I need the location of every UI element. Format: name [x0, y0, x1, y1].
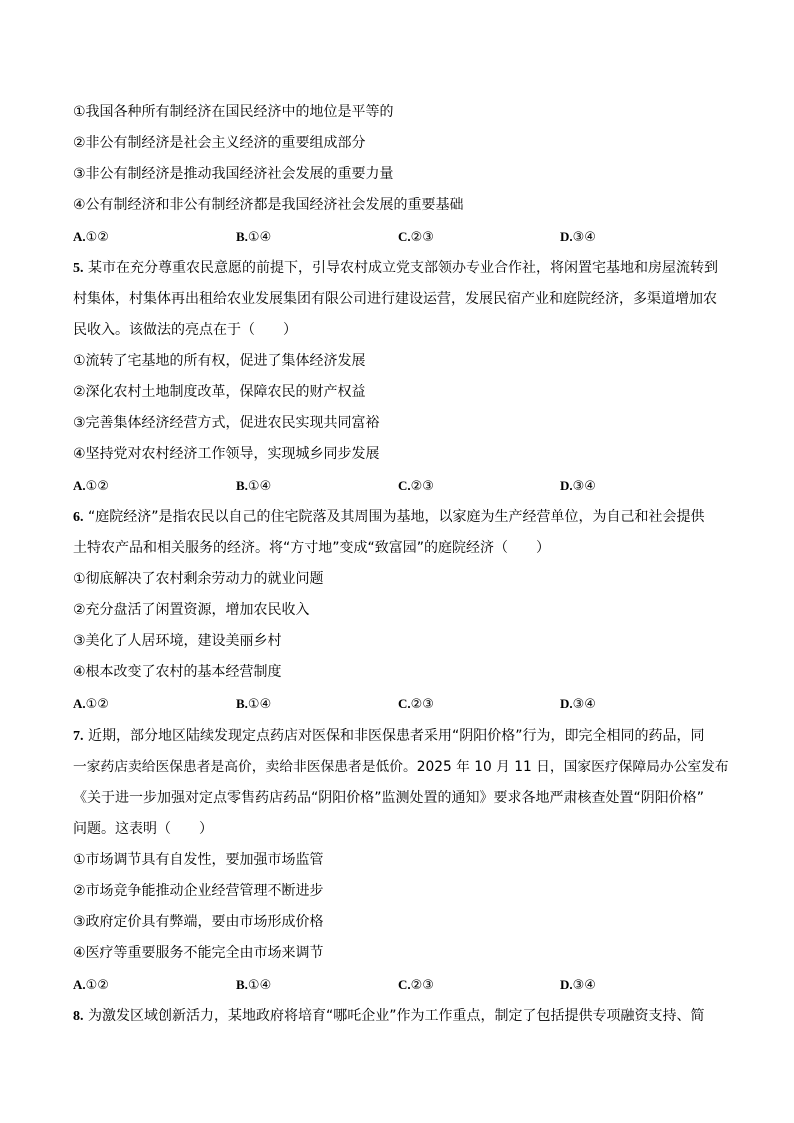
q6-option-3: ③美化了人居环境，建设美丽乡村 [73, 633, 282, 649]
q4-choices [73, 227, 733, 247]
q4-option-2: ②非公有制经济是社会主义经济的重要组成部分 [73, 135, 366, 151]
q5-choice-b[interactable]: B.①④ [236, 478, 272, 494]
q6-choice-d[interactable]: D.③④ [560, 696, 596, 712]
q4-option-4: ④公有制经济和非公有制经济都是我国经济社会发展的重要基础 [73, 197, 464, 213]
q5-choices [73, 476, 733, 496]
q6-option-4: ④根本改变了农村的基本经营制度 [73, 664, 282, 680]
q7-choice-b[interactable]: B.①④ [236, 977, 272, 993]
q8-stem-line-1: 8. 为激发区域创新活力，某地政府将培育“哪吒企业”作为工作重点，制定了包括提供专项融资支持、简 [73, 1008, 705, 1024]
q5-option-3: ③完善集体经济经营方式，促进农民实现共同富裕 [73, 415, 380, 431]
q7-choices [73, 975, 733, 995]
q5-option-1: ①流转了宅基地的所有权，促进了集体经济发展 [73, 353, 366, 369]
q7-option-1: ①市场调节具有自发性，要加强市场监管 [73, 852, 324, 868]
q5-number: 5. [73, 261, 84, 276]
q5-choice-a[interactable]: A.①② [73, 478, 109, 494]
q6-choices [73, 694, 733, 714]
q7-choice-c[interactable]: C.②③ [398, 977, 434, 993]
q4-choice-a[interactable]: A.①② [73, 229, 109, 245]
q7-option-3: ③政府定价具有弊端，要由市场形成价格 [73, 914, 324, 930]
q5-choice-d[interactable]: D.③④ [560, 478, 596, 494]
q6-option-2: ②充分盘活了闲置资源，增加农民收入 [73, 602, 310, 618]
q5-option-2: ②深化农村土地制度改革，保障农民的财产权益 [73, 384, 366, 400]
q4-option-1: ①我国各种所有制经济在国民经济中的地位是平等的 [73, 104, 394, 120]
q5-choice-c[interactable]: C.②③ [398, 478, 434, 494]
q7-choice-a[interactable]: A.①② [73, 977, 109, 993]
q4-option-3: ③非公有制经济是推动我国经济社会发展的重要力量 [73, 166, 394, 182]
q4-choice-c[interactable]: C.②③ [398, 229, 434, 245]
q7-stem-line-4: 问题。这表明（ ） [73, 821, 213, 837]
q6-choice-c[interactable]: C.②③ [398, 696, 434, 712]
q7-stem-line-1: 7. 近期，部分地区陆续发现定点药店对医保和非医保患者采用“阴阳价格”行为，即完全相同的药品，同 [73, 728, 705, 744]
q7-option-4: ④医疗等重要服务不能完全由市场来调节 [73, 945, 324, 961]
q5-stem-line-3: 民收入。该做法的亮点在于（ ） [73, 322, 297, 338]
q7-number: 7. [73, 729, 84, 744]
q7-option-2: ②市场竞争能推动企业经营管理不断进步 [73, 883, 324, 899]
q5-option-4: ④坚持党对农村经济工作领导，实现城乡同步发展 [73, 446, 380, 462]
q6-choice-b[interactable]: B.①④ [236, 696, 272, 712]
q6-stem-line-2: 土特农产品和相关服务的经济。将“方寸地”变成“致富园”的庭院经济（ ） [73, 540, 551, 556]
q5-stem-line-1: 5. 某市在充分尊重农民意愿的前提下，引导农村成立党支部领办专业合作社，将闲置宅基地和房屋流转到 [73, 260, 718, 276]
q6-stem-line-1: 6. “庭院经济”是指农民以自己的住宅院落及其周围为基地，以家庭为生产经营单位，为自己和社会提供 [73, 509, 705, 525]
q7-stem-line-2: 一家药店卖给医保患者是高价，卖给非医保患者是低价。2025 年 10 月 11 日，国家医疗保障局办公室发布 [73, 759, 729, 775]
q6-number: 6. [73, 510, 84, 525]
q6-choice-a[interactable]: A.①② [73, 696, 109, 712]
q7-stem-line-3: 《关于进一步加强对定点零售药店药品“阴阳价格”监测处置的通知》要求各地严肃核查处置“阴阳价格” [73, 790, 705, 806]
q7-choice-d[interactable]: D.③④ [560, 977, 596, 993]
q5-stem-line-2: 村集体，村集体再出租给农业发展集团有限公司进行建设运营，发展民宿产业和庭院经济，多渠道增加农 [73, 291, 717, 307]
q6-option-1: ①彻底解决了农村剩余劳动力的就业问题 [73, 571, 324, 587]
q8-number: 8. [73, 1009, 84, 1024]
q4-choice-b[interactable]: B.①④ [236, 229, 272, 245]
q4-choice-d[interactable]: D.③④ [560, 229, 596, 245]
